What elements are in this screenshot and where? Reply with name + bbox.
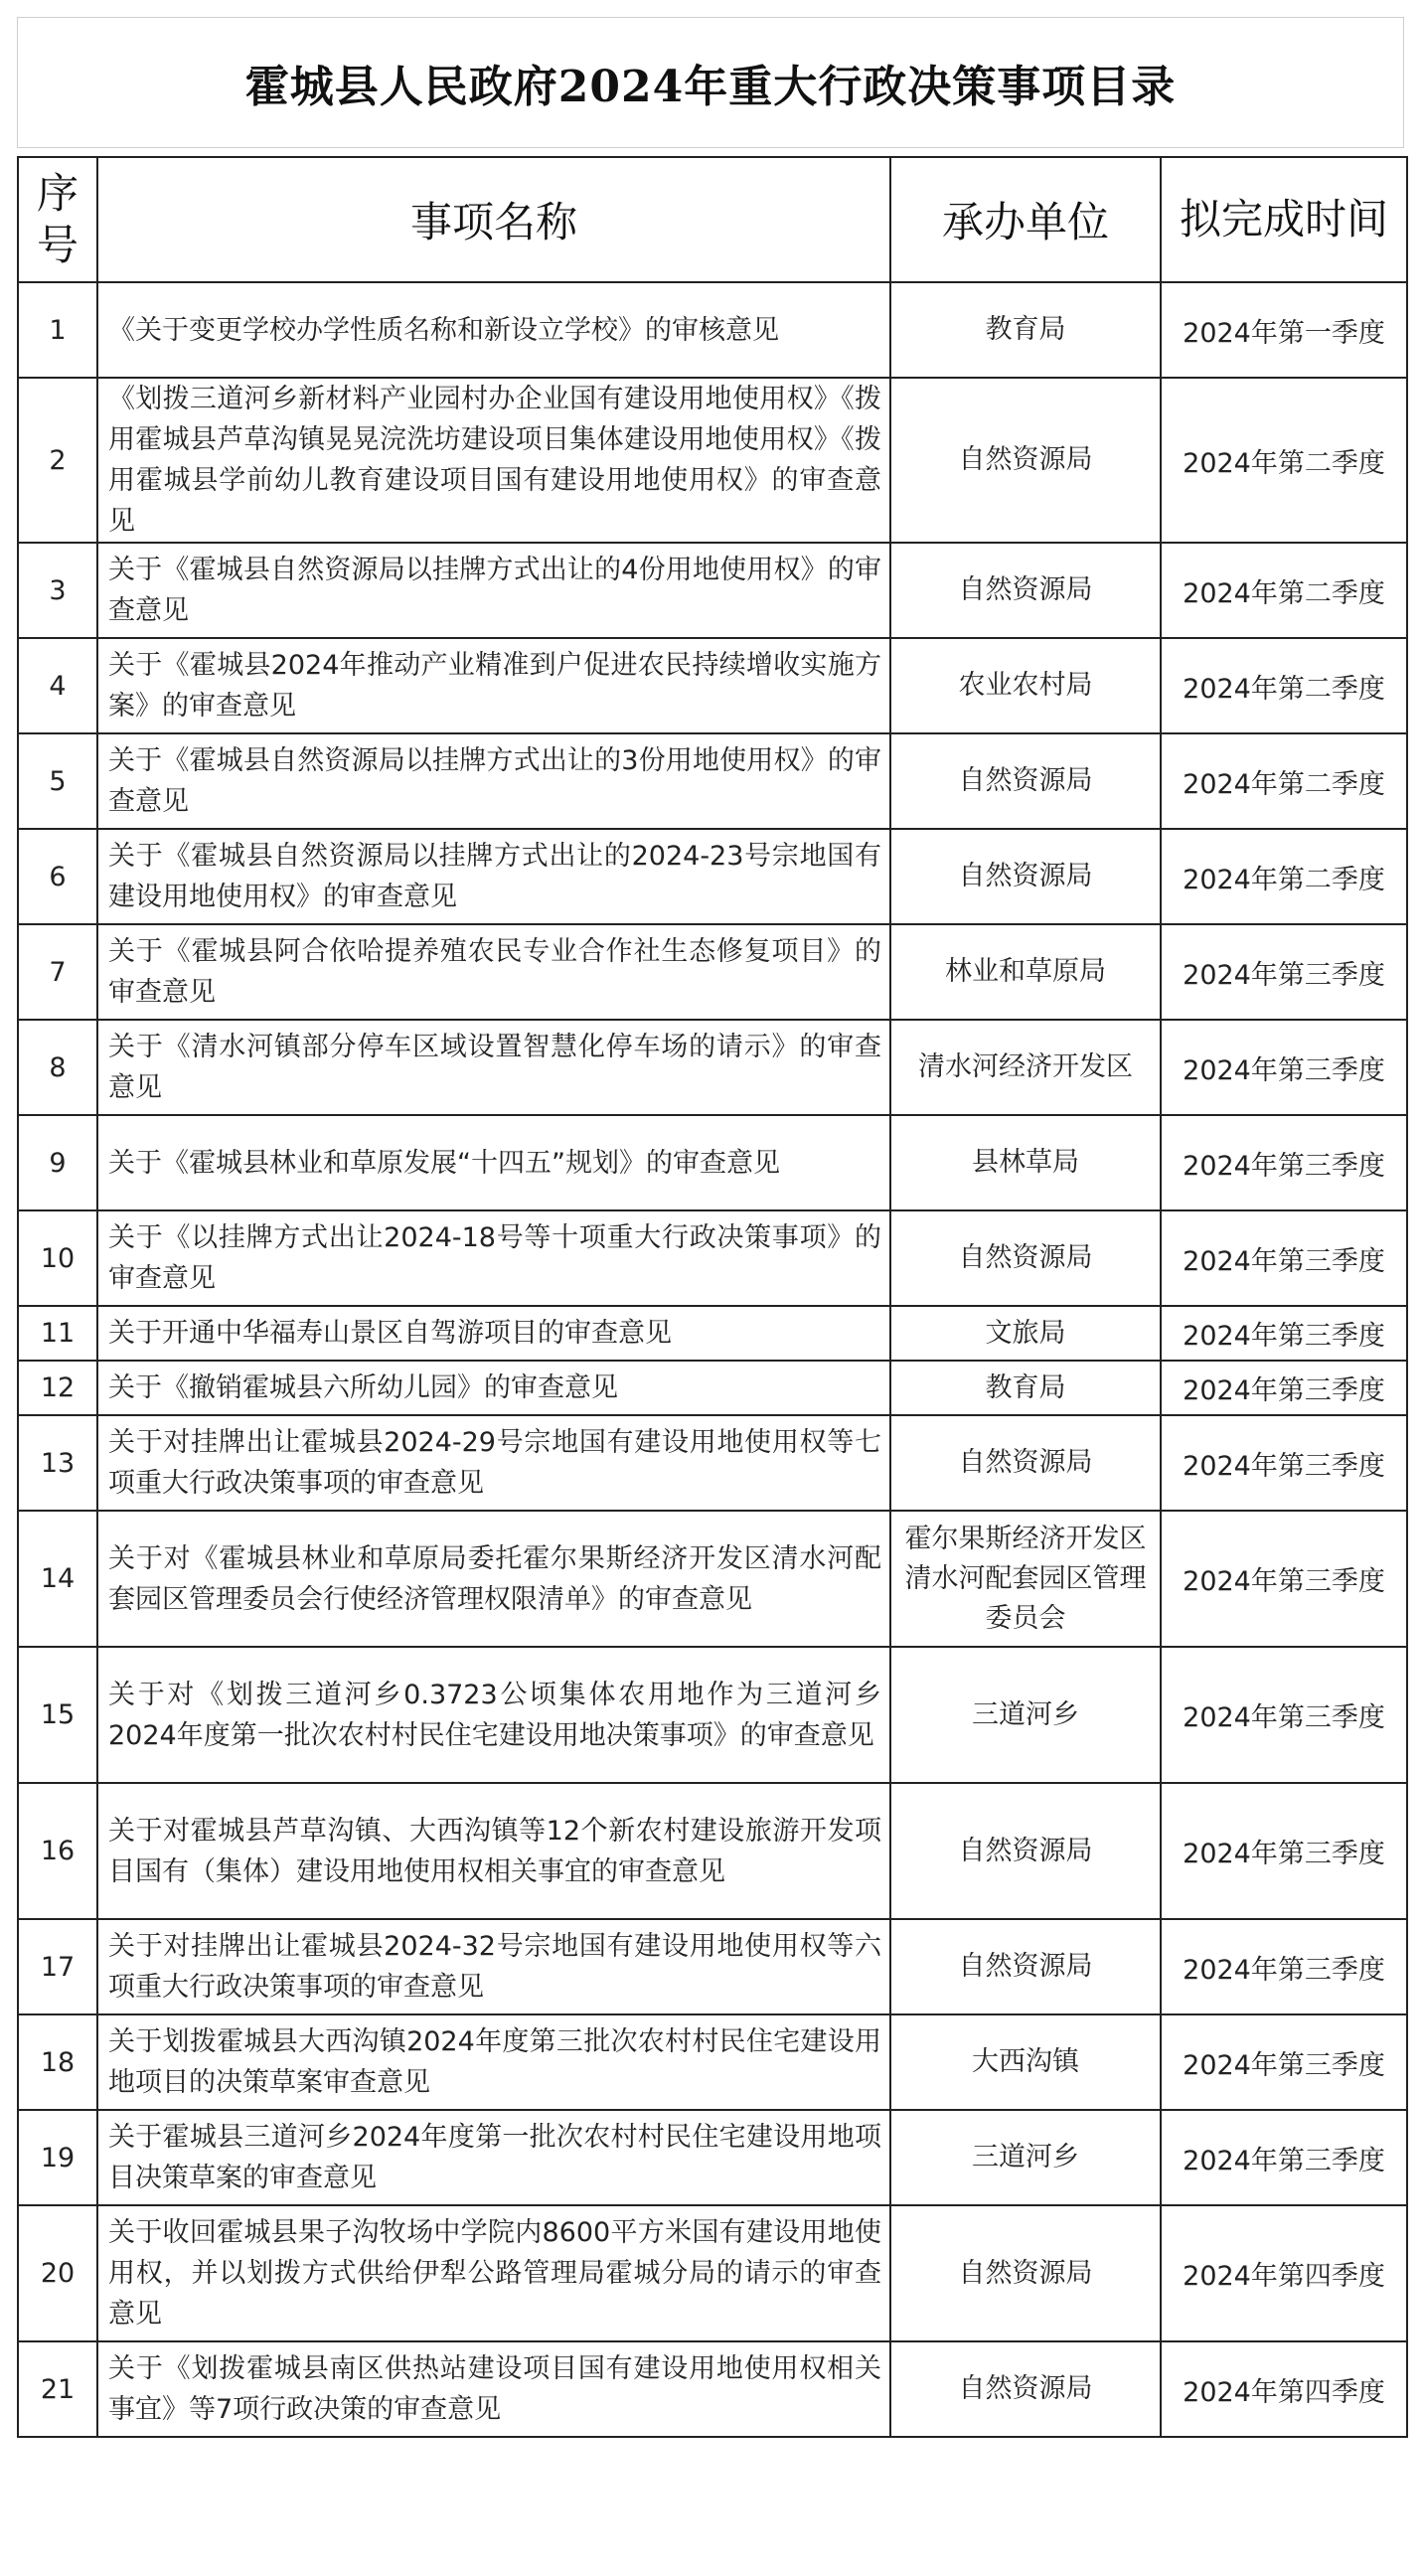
row-deadline: 2024年第二季度 bbox=[1161, 638, 1407, 733]
row-item-name: 关于《霍城县自然资源局以挂牌方式出让的2024-23号宗地国有建设用地使用权》的审查意见 bbox=[97, 829, 890, 924]
table-row bbox=[18, 2014, 1407, 2110]
row-number: 15 bbox=[18, 1647, 97, 1783]
table-row bbox=[18, 1511, 1407, 1647]
row-department: 自然资源局 bbox=[890, 1783, 1161, 1919]
table-body bbox=[18, 282, 1407, 2437]
row-number: 7 bbox=[18, 924, 97, 1020]
row-number: 1 bbox=[18, 282, 97, 378]
header-name: 事项名称 bbox=[97, 157, 890, 282]
table-row bbox=[18, 638, 1407, 733]
row-number: 12 bbox=[18, 1361, 97, 1415]
row-deadline: 2024年第二季度 bbox=[1161, 733, 1407, 829]
row-department: 三道河乡 bbox=[890, 1647, 1161, 1783]
table-row bbox=[18, 1210, 1407, 1306]
table-row bbox=[18, 378, 1407, 543]
decision-table bbox=[17, 156, 1408, 2438]
row-department: 自然资源局 bbox=[890, 1210, 1161, 1306]
row-department: 自然资源局 bbox=[890, 2341, 1161, 2437]
row-number: 5 bbox=[18, 733, 97, 829]
row-item-name: 关于霍城县三道河乡2024年度第一批次农村村民住宅建设用地项目决策草案的审查意见 bbox=[97, 2110, 890, 2205]
row-deadline: 2024年第三季度 bbox=[1161, 1020, 1407, 1115]
row-deadline: 2024年第三季度 bbox=[1161, 1361, 1407, 1415]
row-department: 自然资源局 bbox=[890, 378, 1161, 543]
table-row bbox=[18, 733, 1407, 829]
row-deadline: 2024年第三季度 bbox=[1161, 1306, 1407, 1361]
row-deadline: 2024年第三季度 bbox=[1161, 924, 1407, 1020]
row-department: 自然资源局 bbox=[890, 733, 1161, 829]
row-department: 霍尔果斯经济开发区清水河配套园区管理委员会 bbox=[890, 1511, 1161, 1647]
row-department: 大西沟镇 bbox=[890, 2014, 1161, 2110]
row-item-name: 关于《霍城县林业和草原发展“十四五”规划》的审查意见 bbox=[97, 1115, 890, 1210]
row-item-name: 关于《霍城县自然资源局以挂牌方式出让的3份用地使用权》的审查意见 bbox=[97, 733, 890, 829]
row-item-name: 关于《霍城县2024年推动产业精准到户促进农民持续增收实施方案》的审查意见 bbox=[97, 638, 890, 733]
row-deadline: 2024年第四季度 bbox=[1161, 2341, 1407, 2437]
row-item-name: 关于对挂牌出让霍城县2024-32号宗地国有建设用地使用权等六项重大行政决策事项的审查意见 bbox=[97, 1919, 890, 2014]
row-number: 18 bbox=[18, 2014, 97, 2110]
table-row bbox=[18, 1415, 1407, 1511]
row-item-name: 关于对《霍城县林业和草原局委托霍尔果斯经济开发区清水河配套园区管理委员会行使经济管理权限清单》的审查意见 bbox=[97, 1511, 890, 1647]
row-department: 清水河经济开发区 bbox=[890, 1020, 1161, 1115]
table-row bbox=[18, 1115, 1407, 1210]
row-number: 16 bbox=[18, 1783, 97, 1919]
table-row bbox=[18, 1306, 1407, 1361]
row-number: 17 bbox=[18, 1919, 97, 2014]
row-number: 10 bbox=[18, 1210, 97, 1306]
row-item-name: 关于《划拨霍城县南区供热站建设项目国有建设用地使用权相关事宜》等7项行政决策的审查意见 bbox=[97, 2341, 890, 2437]
row-department: 县林草局 bbox=[890, 1115, 1161, 1210]
row-department: 自然资源局 bbox=[890, 2205, 1161, 2341]
row-department: 自然资源局 bbox=[890, 1919, 1161, 2014]
row-number: 14 bbox=[18, 1511, 97, 1647]
row-department: 文旅局 bbox=[890, 1306, 1161, 1361]
row-number: 13 bbox=[18, 1415, 97, 1511]
row-deadline: 2024年第三季度 bbox=[1161, 1511, 1407, 1647]
row-number: 2 bbox=[18, 378, 97, 543]
row-deadline: 2024年第三季度 bbox=[1161, 1415, 1407, 1511]
row-number: 8 bbox=[18, 1020, 97, 1115]
table-row bbox=[18, 2205, 1407, 2341]
row-deadline: 2024年第三季度 bbox=[1161, 1919, 1407, 2014]
row-number: 19 bbox=[18, 2110, 97, 2205]
row-deadline: 2024年第四季度 bbox=[1161, 2205, 1407, 2341]
row-department: 自然资源局 bbox=[890, 829, 1161, 924]
row-item-name: 关于《以挂牌方式出让2024-18号等十项重大行政决策事项》的审查意见 bbox=[97, 1210, 890, 1306]
row-department: 自然资源局 bbox=[890, 1415, 1161, 1511]
row-item-name: 关于《撤销霍城县六所幼儿园》的审查意见 bbox=[97, 1361, 890, 1415]
row-department: 教育局 bbox=[890, 282, 1161, 378]
row-number: 4 bbox=[18, 638, 97, 733]
row-department: 三道河乡 bbox=[890, 2110, 1161, 2205]
table-row bbox=[18, 2110, 1407, 2205]
row-department: 自然资源局 bbox=[890, 543, 1161, 638]
row-department: 教育局 bbox=[890, 1361, 1161, 1415]
table-row bbox=[18, 1020, 1407, 1115]
row-item-name: 《关于变更学校办学性质名称和新设立学校》的审核意见 bbox=[97, 282, 890, 378]
header-dept: 承办单位 bbox=[890, 157, 1161, 282]
row-deadline: 2024年第三季度 bbox=[1161, 1115, 1407, 1210]
row-deadline: 2024年第二季度 bbox=[1161, 378, 1407, 543]
table-row bbox=[18, 1361, 1407, 1415]
row-item-name: 关于对霍城县芦草沟镇、大西沟镇等12个新农村建设旅游开发项目国有（集体）建设用地使用权相关事宜的审查意见 bbox=[97, 1783, 890, 1919]
row-item-name: 关于开通中华福寿山景区自驾游项目的审查意见 bbox=[97, 1306, 890, 1361]
row-item-name: 关于收回霍城县果子沟牧场中学院内8600平方米国有建设用地使用权，并以划拨方式供给伊犁公路管理局霍城分局的请示的审查意见 bbox=[97, 2205, 890, 2341]
row-deadline: 2024年第二季度 bbox=[1161, 543, 1407, 638]
row-deadline: 2024年第二季度 bbox=[1161, 829, 1407, 924]
row-number: 3 bbox=[18, 543, 97, 638]
row-item-name: 关于《清水河镇部分停车区域设置智慧化停车场的请示》的审查意见 bbox=[97, 1020, 890, 1115]
row-item-name: 《划拨三道河乡新材料产业园村办企业国有建设用地使用权》《拨用霍城县芦草沟镇晃晃浣洗坊建设项目集体建设用地使用权》《拨用霍城县学前幼儿教育建设项目国有建设用地使用权》的审查意见 bbox=[97, 378, 890, 543]
table-row bbox=[18, 829, 1407, 924]
row-number: 20 bbox=[18, 2205, 97, 2341]
row-number: 6 bbox=[18, 829, 97, 924]
row-item-name: 关于《霍城县自然资源局以挂牌方式出让的4份用地使用权》的审查意见 bbox=[97, 543, 890, 638]
row-number: 9 bbox=[18, 1115, 97, 1210]
table-row bbox=[18, 282, 1407, 378]
row-deadline: 2024年第三季度 bbox=[1161, 2110, 1407, 2205]
row-item-name: 关于划拨霍城县大西沟镇2024年度第三批次农村村民住宅建设用地项目的决策草案审查意见 bbox=[97, 2014, 890, 2110]
table-row bbox=[18, 1783, 1407, 1919]
row-number: 21 bbox=[18, 2341, 97, 2437]
row-department: 农业农村局 bbox=[890, 638, 1161, 733]
row-item-name: 关于对挂牌出让霍城县2024-29号宗地国有建设用地使用权等七项重大行政决策事项的审查意见 bbox=[97, 1415, 890, 1511]
table-row bbox=[18, 1647, 1407, 1783]
table-row bbox=[18, 924, 1407, 1020]
table-row bbox=[18, 2341, 1407, 2437]
header-time: 拟完成时间 bbox=[1161, 157, 1407, 282]
row-deadline: 2024年第三季度 bbox=[1161, 1783, 1407, 1919]
row-deadline: 2024年第三季度 bbox=[1161, 1210, 1407, 1306]
row-item-name: 关于《霍城县阿合依哈提养殖农民专业合作社生态修复项目》的审查意见 bbox=[97, 924, 890, 1020]
table-row bbox=[18, 543, 1407, 638]
row-department: 林业和草原局 bbox=[890, 924, 1161, 1020]
title-box bbox=[17, 17, 1404, 148]
header-row bbox=[18, 157, 1407, 282]
page-title: 霍城县人民政府2024年重大行政决策事项目录 bbox=[244, 62, 1177, 112]
row-item-name: 关于对《划拨三道河乡0.3723公顷集体农用地作为三道河乡2024年度第一批次农村村民住宅建设用地决策事项》的审查意见 bbox=[97, 1647, 890, 1783]
header-seq: 序号 bbox=[18, 157, 97, 282]
table-row bbox=[18, 1919, 1407, 2014]
row-deadline: 2024年第一季度 bbox=[1161, 282, 1407, 378]
row-number: 11 bbox=[18, 1306, 97, 1361]
row-deadline: 2024年第三季度 bbox=[1161, 2014, 1407, 2110]
row-deadline: 2024年第三季度 bbox=[1161, 1647, 1407, 1783]
